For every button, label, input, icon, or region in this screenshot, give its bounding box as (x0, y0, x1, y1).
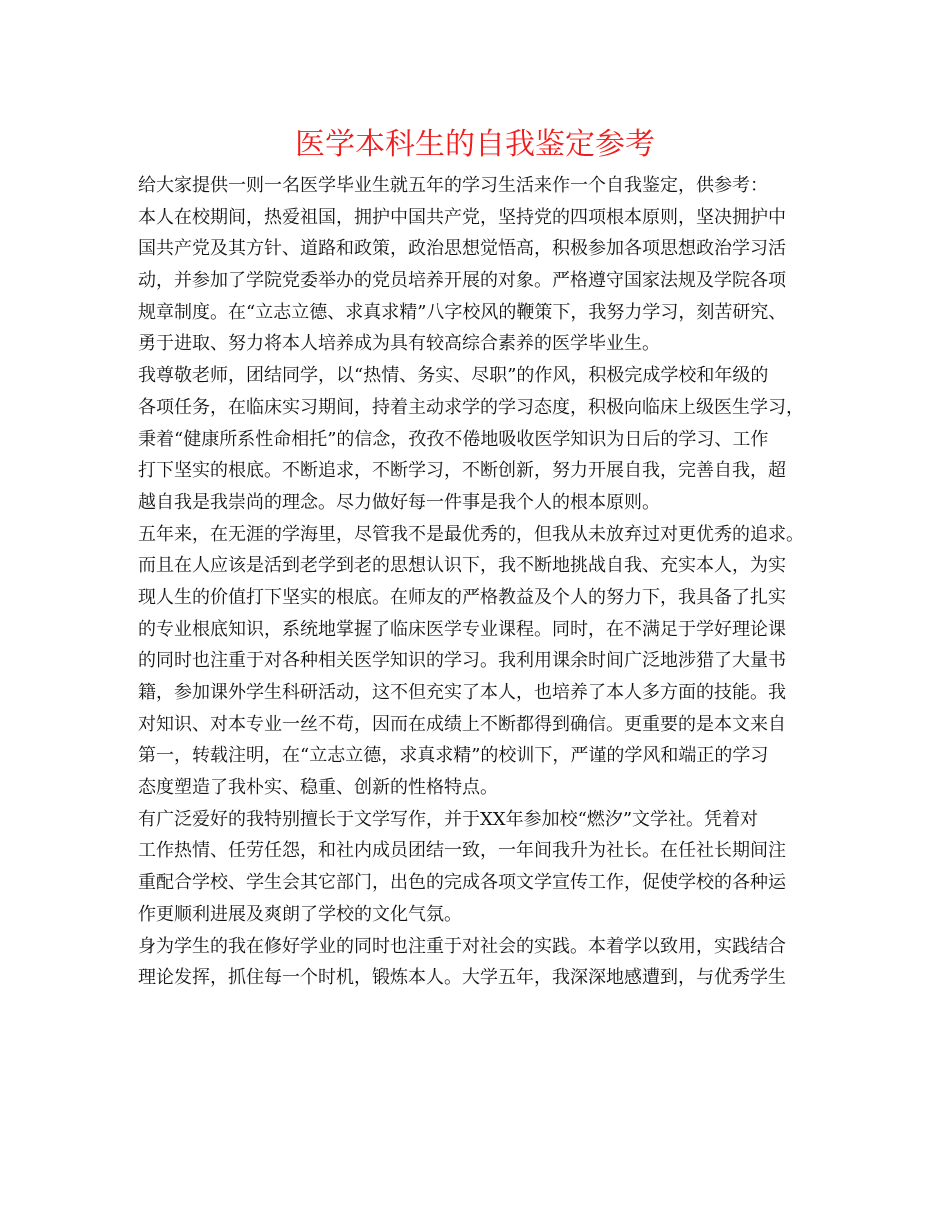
paragraph (138, 804, 828, 931)
paragraph (138, 931, 828, 994)
text-line: 动，并参加了学院党委举办的党员培养开展的对象。严格遵守国家法规及学院各项 (138, 270, 786, 292)
text-line: 越自我是我崇尚的理念。尽力做好每一件事是我个人的根本原则。 (138, 491, 660, 513)
text-line: 第一，转载注明，在“立志立德，求真求精”的校训下，严谨的学风和端正的学习 (138, 745, 769, 767)
text-line: 而且在人应该是活到老学到老的思想认识下，我不断地挑战自我、充实本人，为实 (138, 555, 786, 577)
text-line: 规章制度。在“立志立德、求真求精”八字校风的鞭策下，我努力学习，刻苦研究、 (138, 301, 787, 323)
text-line: 籍，参加课外学生科研活动，这不但充实了本人，也培养了本人多方面的技能。我 (138, 682, 786, 703)
text-line: 对知识、对本专业一丝不苟，因而在成绩上不断都得到确信。更重要的是本文来自 (138, 713, 786, 735)
text-line: 作更顺利进展及爽朗了学校的文化气氛。 (138, 903, 462, 925)
text-line: 态度塑造了我朴实、稳重、创新的性格特点。 (138, 777, 498, 799)
document-title: 医学本科生的自我鉴定参考 (295, 127, 655, 162)
text-line: 理论发挥，抓住每一个时机，锻炼本人。大学五年，我深深地感遭到，与优秀学生 (138, 967, 786, 989)
paragraph (138, 202, 828, 360)
paragraph (138, 170, 828, 202)
text-line: 有广泛爱好的我特别擅长于文学写作，并于XX年参加校“燃汐”文学社。凭着对 (138, 808, 759, 830)
text-line: 秉着“健康所系性命相托”的信念，孜孜不倦地吸收医学知识为日后的学习、工作 (138, 428, 769, 450)
text-line: 本人在校期间，热爱祖国，拥护中国共产党，坚持党的四项根本原则，坚决拥护中 (138, 206, 786, 228)
document-body (138, 170, 828, 994)
text-line: 的同时也注重于对各种相关医学知识的学习。我利用课余时间广泛地涉猎了大量书 (138, 650, 786, 672)
text-line: 勇于进取、努力将本人培养成为具有较高综合素养的医学毕业生。 (138, 333, 660, 355)
text-line: 给大家提供一则一名医学毕业生就五年的学习生活来作一个自我鉴定，供参考： (138, 175, 768, 196)
text-line: 打下坚实的根底。不断追求，不断学习，不断创新，努力开展自我，完善自我，超 (138, 460, 786, 482)
text-line: 我尊敬老师，团结同学，以“热情、务实、尽职”的作风，积极完成学校和年级的 (138, 365, 769, 387)
text-line: 身为学生的我在修好学业的同时也注重于对社会的实践。本着学以致用，实践结合 (138, 935, 786, 957)
text-line: 现人生的价值打下坚实的根底。在师友的严格教益及个人的努力下，我具备了扎实 (138, 586, 786, 608)
text-line: 重配合学校、学生会其它部门，出色的完成各项文学宣传工作，促使学校的各种运 (138, 872, 786, 894)
text-line: 五年来，在无涯的学海里，尽管我不是最优秀的，但我从未放弃过对更优秀的追求。 (138, 523, 804, 545)
paragraph (138, 360, 828, 518)
text-line: 国共产党及其方针、道路和政策，政治思想觉悟高，积极参加各项思想政治学习活 (138, 238, 786, 260)
text-line: 工作热情、任劳任怨，和社内成员团结一致，一年间我升为社长。在任社长期间注 (138, 840, 786, 862)
text-line: 的专业根底知识，系统地掌握了临床医学专业课程。同时，在不满足于学好理论课 (138, 618, 786, 640)
text-line: 各项任务，在临床实习期间，持着主动求学的学习态度，积极向临床上级医生学习， (138, 396, 804, 418)
paragraph (138, 519, 828, 804)
